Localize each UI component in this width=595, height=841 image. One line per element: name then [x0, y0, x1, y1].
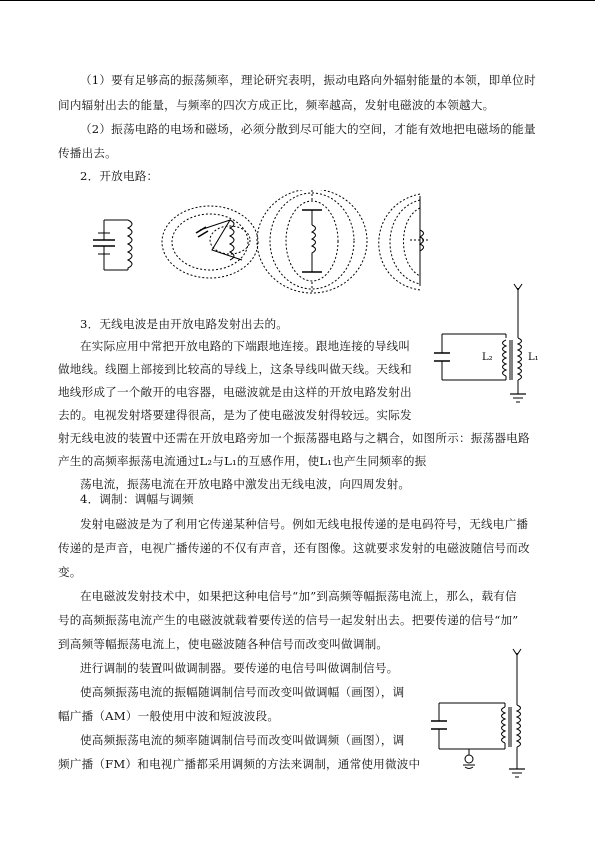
open-circuit-evolution-figure	[80, 190, 440, 310]
text-line: 射无线电波的装置中还需在开放电路旁加一个振荡器电路与之耦合，如图所示：振荡器电路	[58, 431, 530, 445]
text-line: 地线形成了一个敞开的电容器，电磁波就是由这样的开放电路发射出	[58, 385, 412, 399]
text-line: 进行调制的装置叫做调制器。要传递的电信号叫做调制信号。	[80, 661, 399, 675]
text-line: 使高频振荡电流的振幅随调制信号而改变叫做调幅（画图），调	[80, 685, 405, 699]
text-line: 变。	[58, 565, 82, 579]
text-line: 传播出去。	[58, 146, 117, 160]
text-line: 产生的高频率振荡电流通过L₂与L₁的互感作用，使L₁也产生同频率的振	[58, 454, 427, 468]
text-line: 频广播（FM）和电视广播都采用调频的方法来调制，通常使用微波中	[58, 757, 421, 771]
modulation-circuit-figure	[425, 645, 585, 785]
text-line: 间内辐射出去的能量，与频率的四次方成正比，频率越高，发射电磁波的本领越大。	[58, 98, 495, 112]
closed-lc-circuit	[93, 220, 132, 270]
text-line: 做地线。线圈上部接到比较高的导线上，这条导线叫做天线。天线和	[58, 362, 412, 376]
text-line: 到高频等幅振荡电流上，使电磁波随各种信号而改变叫做调制。	[58, 637, 389, 651]
text-line: 荡电流，振荡电流在开放电路中激发出无线电波，向四周发射。	[80, 477, 411, 491]
label-L1: L₁	[528, 352, 539, 363]
page-top-rule	[0, 0, 595, 1]
text-line: 在电磁波发射技术中，如果把这种电信号“加”到高频等幅振荡电流上，那么，载有信	[80, 589, 517, 603]
section-heading: 4．调制：调幅与调频	[80, 492, 194, 506]
label-L2: L₂	[482, 352, 493, 363]
transmitter-coupling-figure	[430, 280, 580, 410]
text-line: （1）要有足够高的振荡频率，理论研究表明，振动电路向外辐射能量的本领，即单位时	[80, 73, 536, 87]
section-heading: 2．开放电路：	[80, 169, 159, 183]
text-line: 使高频振荡电流的频率随调制信号而改变叫做调频（画图），调	[80, 733, 405, 747]
text-line: 幅广播（AM）一般使用中波和短波波段。	[58, 709, 280, 723]
text-line: 在实际应用中常把开放电路的下端跟地连接。跟地连接的导线叫	[80, 339, 411, 353]
opening-circuit	[162, 206, 258, 278]
text-line: 传递的是声音，电视广播传递的不仅有声音，还有图像。这就要求发射的电磁波随信号而改	[58, 541, 530, 555]
text-line: 发射电磁波是为了利用它传递某种信号。例如无线电报传递的是电码符号，无线电广播	[80, 517, 529, 531]
section-heading: 3．无线电波是由开放电路发射出去的。	[80, 317, 289, 331]
text-line: 去的。电视发射塔要建得很高，是为了使电磁波发射得较远。实际发	[58, 408, 412, 422]
open-circuit	[379, 194, 430, 290]
text-line: 号的高频振荡电流产生的电磁波就载着要传送的信号一起发射出去。把要传递的信号“加”	[58, 613, 519, 627]
text-line: （2）振荡电路的电场和磁场，必须分散到尽可能大的空间，才能有效地把电磁场的能量	[80, 122, 536, 136]
more-open-circuit	[257, 190, 367, 294]
